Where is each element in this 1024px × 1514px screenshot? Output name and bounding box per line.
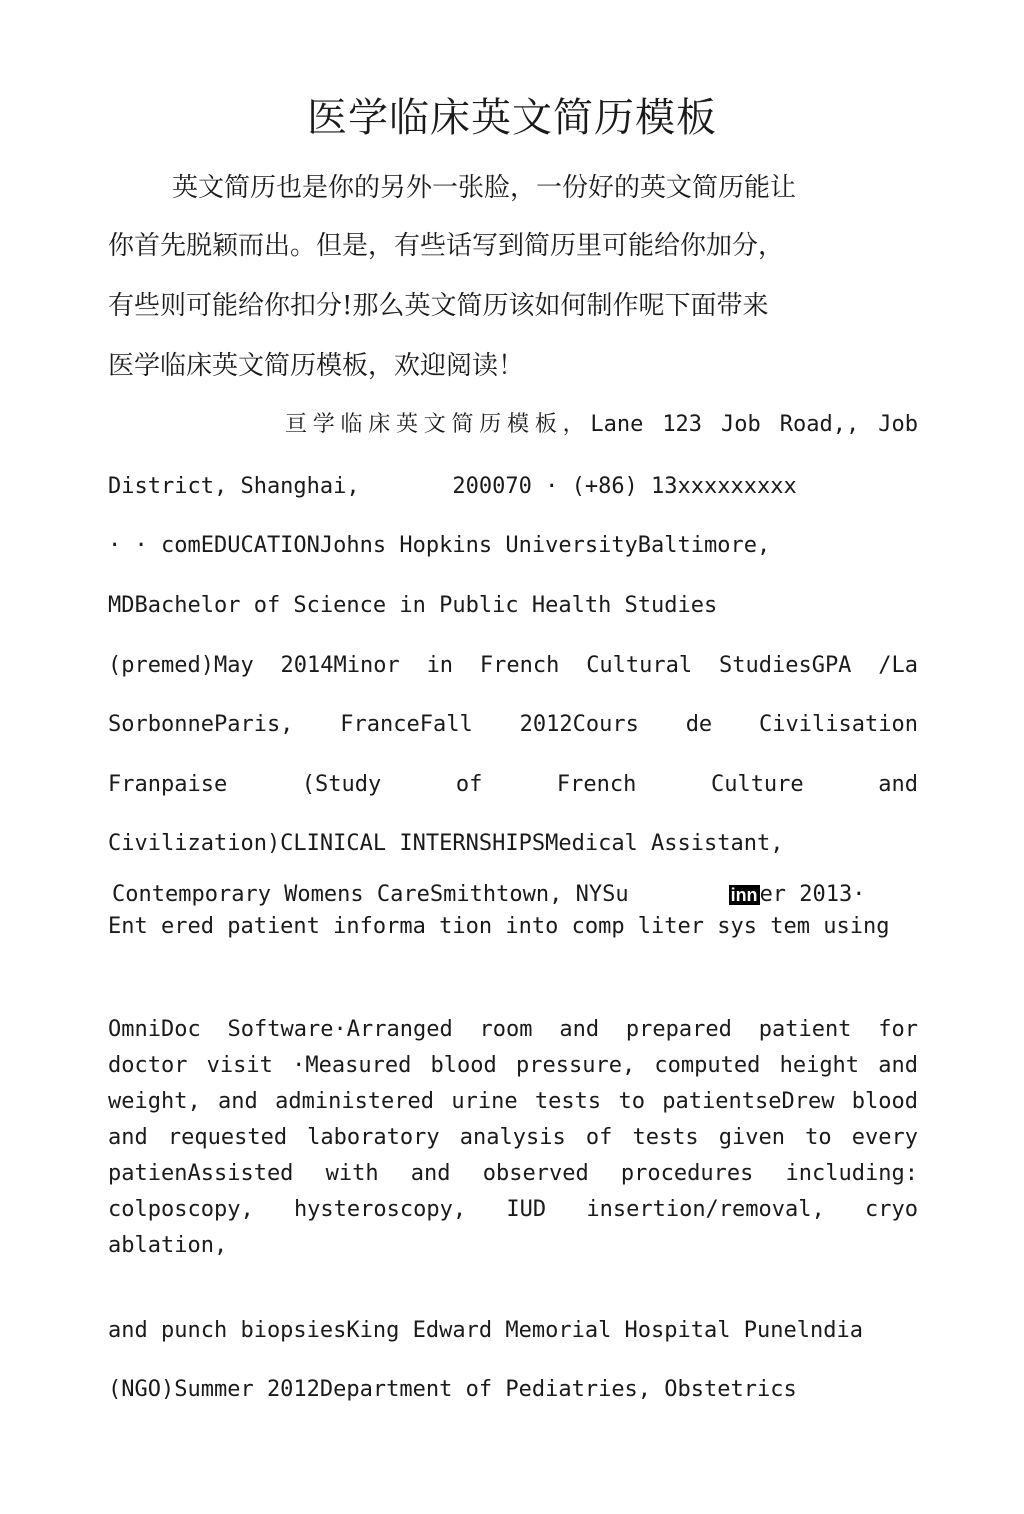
intro-line-2: 你首先脱颖而出。但是，有些话写到简历里可能给你加分， <box>108 231 785 261</box>
resume-line-tail-1: and punch biopsiesKing Edward Memorial Hospital Punelndia <box>108 1318 863 1343</box>
resume-line-3: · · comEDUCATIONJohns Hopkins UniversityBaltimore, <box>108 533 771 558</box>
intro-line-1: 英文简历也是你的另外一张脸，一份好的英文简历能让 <box>172 173 797 203</box>
line-9-text-b: er 2013· <box>759 882 866 907</box>
paragraph-duties: OmniDoc Software·Arranged room and prepared patient for doctor visit ·Measured blood pressure, computed height and weight, and administered urine tests to patientseDrew blood and requested laboratory analysis of tests given to every patienAssisted with and observed procedures including: colposcopy, hysteroscopy, IUD insertion/removal, cryo ablation, <box>108 1017 918 1258</box>
resume-line-tail-2: (NGO)Summer 2012Department of Pediatries, Obstetrics <box>108 1377 797 1402</box>
inverted-text-artifact: inn <box>730 885 758 905</box>
resume-line-4: MDBachelor of Science in Public Health Studies <box>108 593 718 618</box>
intro-line-3: 有些则可能给你扣分!那么英文简历该如何制作呢下面带来 <box>108 291 769 321</box>
page-title: 医学临床英文简历模板 <box>307 95 717 141</box>
resume-line-9 <box>112 880 922 910</box>
resume-line-8: Civilization)CLINICAL INTERNSHIPSMedical Assistant, <box>108 831 784 856</box>
resume-line-1: 亘学临床英文简历模板，Lane 123 Job Road,, Job <box>285 412 918 437</box>
line-9-text-a: Contemporary Womens CareSmithtown, NYSu <box>112 882 629 907</box>
resume-line-7: Franpaise (Study of French Culture and <box>108 772 918 797</box>
resume-line-2: District, Shanghai, 200070 · (+86) 13xxxxxxxxx <box>108 474 797 499</box>
resume-line-6: SorbonneParis, FranceFall 2012Cours de Civilisation <box>108 712 918 737</box>
intro-line-4: 医学临床英文简历模板，欢迎阅读！ <box>108 351 525 381</box>
resume-line-5: (premed)May 2014Minor in French Cultural StudiesGPA /La <box>108 653 918 678</box>
paragraph-entered-patient: Ent ered patient informa tion into comp liter sys tem using <box>108 914 890 939</box>
